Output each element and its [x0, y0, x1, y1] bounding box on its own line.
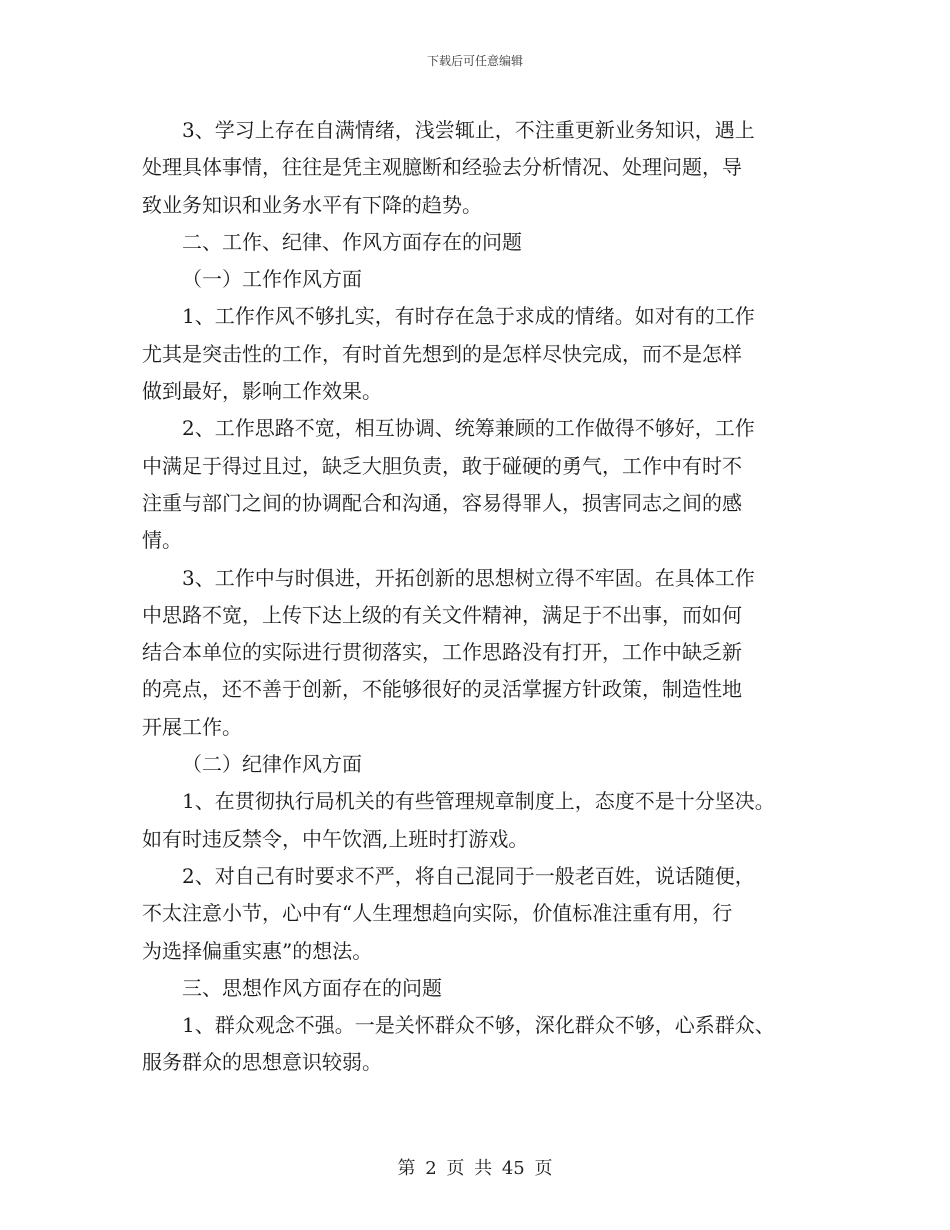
text-line: 2、工作思路不宽，相互协调、统筹兼顾的工作做得不够好，工作: [182, 416, 755, 441]
text-line: 3、工作中与时俱进，开拓创新的思想树立得不牢固。在具体工作: [182, 565, 755, 590]
text-line: 中思路不宽，上传下达上级的有关文件精神，满足于不出事，而如何: [142, 602, 742, 627]
text-line: 中满足于得过且过，缺乏大胆负责，敢于碰硬的勇气，工作中有时不: [142, 453, 742, 478]
text-line: 注重与部门之间的协调配合和沟通，容易得罪人，损害同志之间的感: [142, 490, 742, 515]
text-line: 的亮点，还不善于创新，不能够很好的灵活掌握方针政策，制造性地: [142, 677, 742, 702]
text-line: 尤其是突击性的工作，有时首先想到的是怎样尽快完成，而不是怎样: [142, 341, 742, 366]
text-line: 情。: [142, 528, 182, 553]
text-line: 1、在贯彻执行局机关的有些管理规章制度上，态度不是十分坚决。: [182, 789, 775, 814]
text-line: （二）纪律作风方面: [182, 752, 362, 777]
text-line: 服务群众的思想意识较弱。: [142, 1050, 382, 1075]
text-line: 三、思想作风方面存在的问题: [182, 975, 442, 1000]
text-line: 为选择偏重实惠”的想法。: [142, 938, 373, 963]
text-line: 如有时违反禁令，中午饮酒,上班时打游戏。: [142, 826, 529, 851]
document-body: [142, 112, 832, 1082]
text-line: （一）工作作风方面: [182, 267, 362, 292]
text-line: 致业务知识和业务水平有下降的趋势。: [142, 192, 482, 217]
text-line: 开展工作。: [142, 714, 242, 739]
text-line: 1、群众观念不强。一是关怀群众不够，深化群众不够，心系群众、: [182, 1013, 775, 1038]
text-line: 3、学习上存在自满情绪，浅尝辄止，不注重更新业务知识，遇上: [182, 118, 755, 142]
text-line: 不太注意小节，心中有“人生理想趋向实际，价值标准注重有用，行: [142, 901, 733, 926]
text-line: 2、对自己有时要求不严，将自己混同于一般老百姓，说话随便，: [182, 863, 755, 888]
text-line: 处理具体事情，往往是凭主观臆断和经验去分析情况、处理问题，导: [142, 155, 742, 180]
text-line: 1、工作作风不够扎实，有时存在急于求成的情绪。如对有的工作: [182, 304, 755, 329]
text-line: 二、工作、纪律、作风方面存在的问题: [182, 229, 522, 254]
text-line: 结合本单位的实际进行贯彻落实，工作思路没有打开，工作中缺乏新: [142, 640, 742, 665]
page-footer: 第 2 页 共 45 页: [397, 1158, 553, 1179]
page-header: 下载后可任意编辑: [426, 54, 523, 68]
text-line: 做到最好，影响工作效果。: [142, 379, 382, 404]
